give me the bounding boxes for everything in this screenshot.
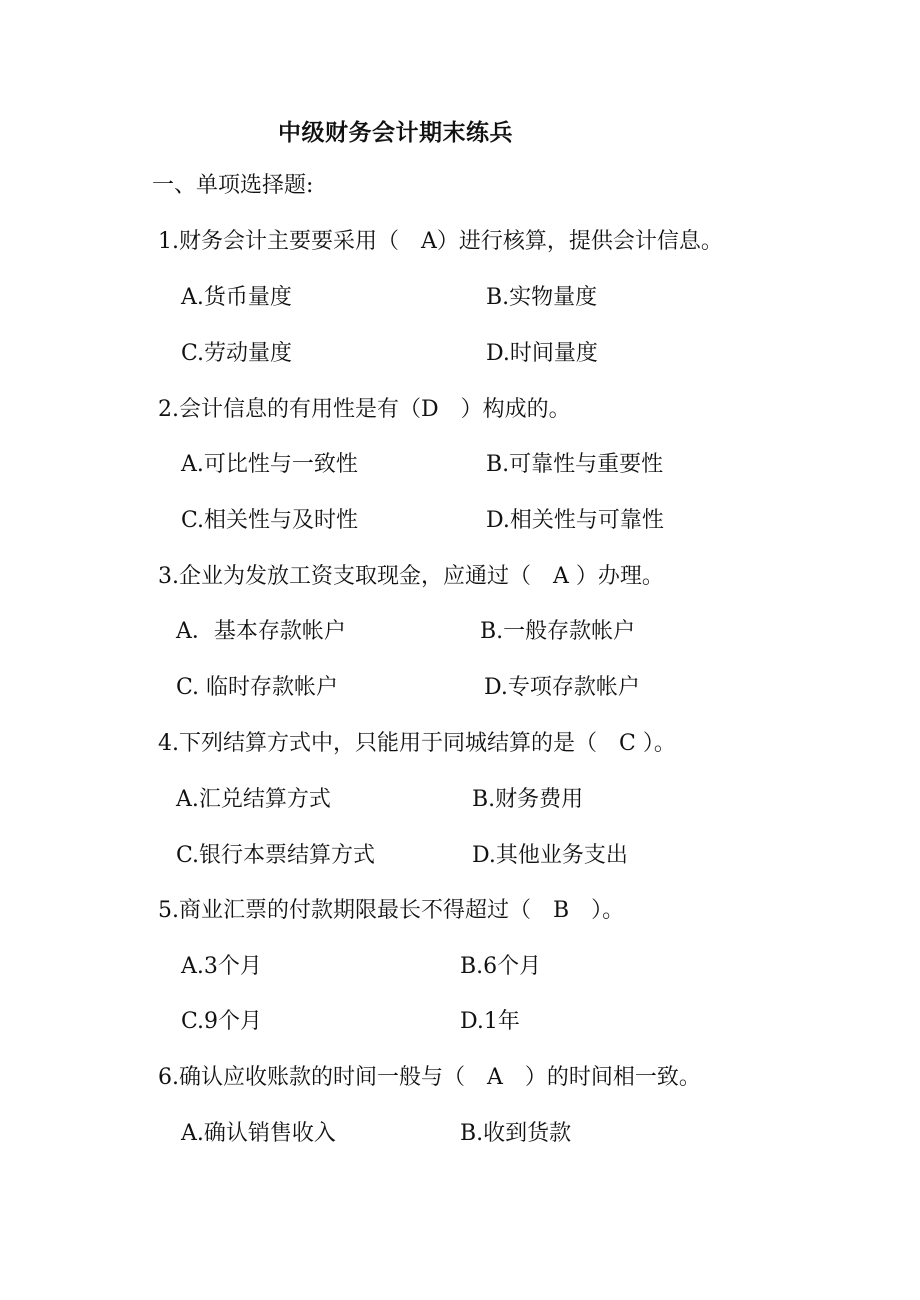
question-4-option-d: D.其他业务支出 <box>472 843 628 868</box>
question-3-option-c: C. 临时存款帐户 <box>176 675 339 700</box>
question-2-option-d: D.相关性与可靠性 <box>486 508 664 533</box>
question-1-option-c: C.劳动量度 <box>181 341 293 366</box>
question-6-option-b: B.收到货款 <box>460 1121 572 1146</box>
question-4-option-c: C.银行本票结算方式 <box>176 843 376 868</box>
question-6-stem: 6.确认应收账款的时间一般与（ A ）的时间相一致。 <box>158 1065 701 1090</box>
question-1-option-a: A.货币量度 <box>181 285 292 310</box>
document-title: 中级财务会计期末练兵 <box>278 119 513 146</box>
question-5-stem: 5.商业汇票的付款期限最长不得超过（ B ）。 <box>158 898 625 923</box>
question-4-option-b: B.财务费用 <box>472 787 584 812</box>
question-5-option-b: B.6个月 <box>460 954 542 979</box>
question-5-option-a: A.3个月 <box>181 954 262 979</box>
question-2-option-a: A.可比性与一致性 <box>181 452 358 477</box>
question-6-option-a: A.确认销售收入 <box>181 1121 336 1146</box>
question-2-stem: 2.会计信息的有用性是有（D ）构成的。 <box>158 397 571 422</box>
question-3-option-a: A．基本存款帐户 <box>176 619 346 644</box>
question-4-option-a: A.汇兑结算方式 <box>176 787 331 812</box>
question-1-option-d: D.时间量度 <box>486 341 598 366</box>
question-3-option-b: B.一般存款帐户 <box>480 619 636 644</box>
question-2-option-b: B.可靠性与重要性 <box>486 452 664 477</box>
question-1-stem: 1.财务会计主要要采用（ A）进行核算，提供会计信息。 <box>158 229 723 254</box>
question-2-option-c: C.相关性与及时性 <box>181 508 359 533</box>
question-3-stem: 3.企业为发放工资支取现金，应通过（ A ）办理。 <box>158 564 664 589</box>
question-5-option-d: D.1年 <box>460 1009 520 1034</box>
question-4-stem: 4.下列结算方式中，只能用于同城结算的是（ C ）。 <box>158 731 676 756</box>
section-heading: 一、单项选择题: <box>152 173 314 198</box>
question-5-option-c: C.9个月 <box>181 1009 263 1034</box>
question-3-option-d: D.专项存款帐户 <box>484 675 640 700</box>
question-1-option-b: B.实物量度 <box>486 285 598 310</box>
